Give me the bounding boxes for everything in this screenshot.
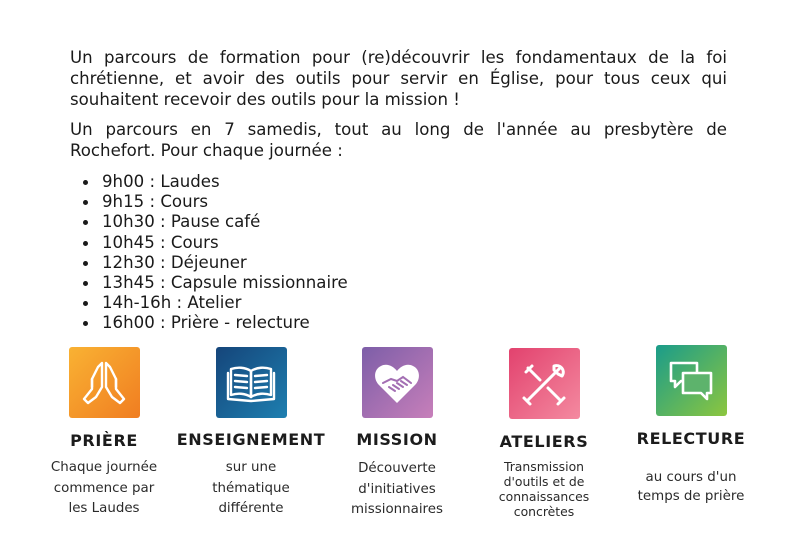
tile-mission — [362, 347, 433, 418]
intro-paragraph-2: Un parcours en 7 samedis, tout au long de l'année au presbytère de Rochefort. Pour chaque journée : — [70, 120, 727, 160]
card-title-ateliers: ATELIERS — [499, 432, 589, 451]
schedule-item: 10h30 : Pause café — [82, 212, 348, 232]
schedule-item: 12h30 : Déjeuner — [82, 253, 348, 273]
card-ateliers — [469, 348, 619, 519]
card-priere — [29, 347, 179, 516]
speech-bubbles-icon — [665, 355, 717, 407]
card-desc-enseignement: sur une thématique différente — [212, 460, 290, 516]
schedule-item: 9h15 : Cours — [82, 192, 348, 212]
card-title-relecture: RELECTURE — [636, 429, 746, 448]
schedule-item: 9h00 : Laudes — [82, 172, 348, 192]
card-mission — [322, 347, 472, 517]
schedule-item: 14h-16h : Atelier — [82, 293, 348, 313]
schedule-list — [82, 172, 348, 334]
praying-hands-icon — [78, 357, 130, 409]
tile-ateliers — [509, 348, 580, 419]
card-relecture — [616, 345, 766, 504]
tile-enseignement — [216, 347, 287, 418]
card-desc-mission: Découverte d'initiatives missionnaires — [351, 461, 443, 517]
schedule-item: 10h45 : Cours — [82, 233, 348, 253]
tile-relecture — [656, 345, 727, 416]
card-enseignement — [176, 347, 326, 516]
schedule-item: 13h45 : Capsule missionnaire — [82, 273, 348, 293]
open-book-icon — [225, 357, 277, 409]
intro-paragraph-1: Un parcours de formation pour (re)découvrir les fondamentaux de la foi chrétienne, et avoir des outils pour servir en Église, pour tous ceux qui souhaitent recevoir des outils pour la mission ! — [70, 48, 727, 109]
tile-priere — [69, 347, 140, 418]
heart-handshake-icon — [371, 357, 423, 409]
intro-text — [70, 47, 727, 170]
tools-icon — [518, 358, 570, 410]
card-title-enseignement: ENSEIGNEMENT — [176, 430, 326, 449]
card-title-mission: MISSION — [356, 430, 438, 449]
card-desc-ateliers: Transmission d'outils et de connaissances concrètes — [498, 459, 590, 519]
card-desc-priere: Chaque journée commence par les Laudes — [50, 460, 158, 516]
card-desc-relecture: au cours d'un temps de prière — [637, 470, 745, 504]
schedule-item: 16h00 : Prière - relecture — [82, 313, 348, 333]
card-title-priere: PRIÈRE — [70, 431, 138, 450]
